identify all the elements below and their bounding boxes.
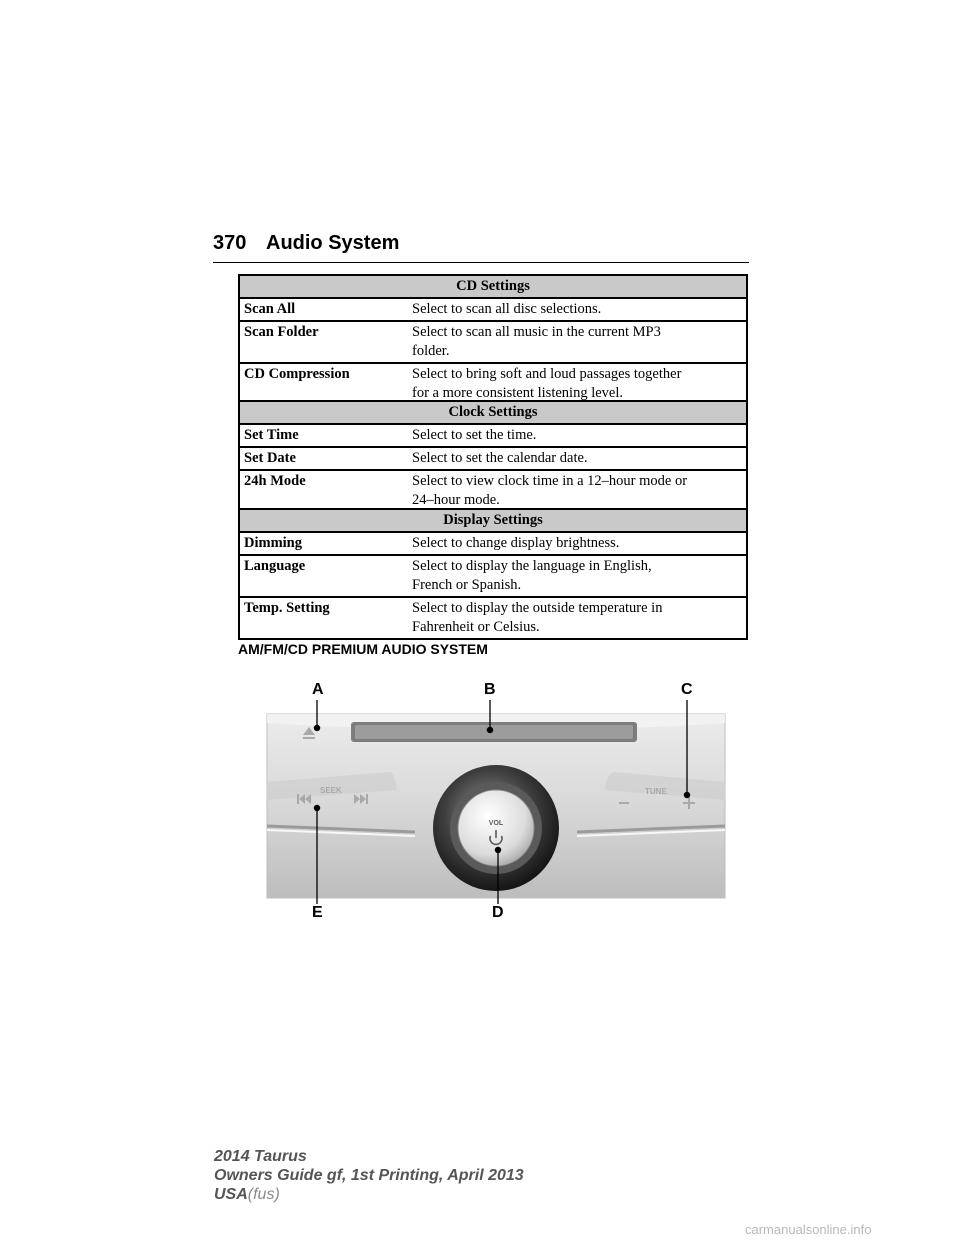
footer-line-code: (fus) [247,1186,280,1203]
callout-d: D [492,904,504,921]
setting-description: Select to set the calendar date. [408,447,747,470]
setting-description: Select to scan all music in the current MP3 folder. [408,321,747,363]
setting-description: Select to scan all disc selections. [408,298,747,321]
table-row [239,447,747,470]
setting-name: 24h Mode [239,470,408,512]
table-row [239,298,747,321]
callout-a: A [312,681,324,698]
setting-name: CD Compression [239,363,408,405]
table-title: CD Settings [239,275,747,298]
setting-name: Scan Folder [239,321,408,363]
setting-name: Scan All [239,298,408,321]
setting-name: Set Time [239,424,408,447]
table-title: Display Settings [239,509,747,532]
page-number: 370 [213,232,247,254]
footer [214,1147,524,1204]
watermark: carmanualsonline.info [745,1222,872,1237]
table-title: Clock Settings [239,401,747,424]
volume-knob [458,790,534,866]
display-settings-table [238,508,748,640]
seek-label: SEEK [320,786,342,795]
footer-line-printing: Owners Guide gf, 1st Printing, April 2013 [214,1167,524,1184]
setting-name: Dimming [239,532,408,555]
section-heading: AM/FM/CD PREMIUM AUDIO SYSTEM [238,641,488,657]
table-row [239,470,747,512]
table-row [239,363,747,405]
footer-line-model: 2014 Taurus [214,1148,307,1165]
page-title: Audio System [266,232,400,254]
audio-panel-illustration [265,678,727,928]
setting-description: Select to display the outside temperature in Fahrenheit or Celsius. [408,597,747,639]
setting-description: Select to bring soft and loud passages together for a more consistent listening level. [408,363,747,405]
callout-c: C [681,681,693,698]
setting-name: Temp. Setting [239,597,408,639]
table-row [239,321,747,363]
cd-settings-table [238,274,748,406]
callout-b: B [484,681,496,698]
page-header [213,230,749,263]
setting-name: Language [239,555,408,597]
setting-description: Select to display the language in English, French or Spanish. [408,555,747,597]
table-row [239,424,747,447]
clock-settings-table [238,400,748,513]
setting-name: Set Date [239,447,408,470]
setting-description: Select to set the time. [408,424,747,447]
minus-icon [619,802,629,804]
table-row [239,597,747,639]
table-row [239,555,747,597]
setting-description: Select to change display brightness. [408,532,747,555]
footer-line-market: USA [214,1186,248,1203]
audio-panel-figure [265,678,727,928]
setting-description: Select to view clock time in a 12–hour mode or 24–hour mode. [408,470,747,512]
tune-label: TUNE [645,787,667,796]
callout-e: E [312,904,323,921]
vol-label: VOL [488,820,504,827]
table-row [239,532,747,555]
